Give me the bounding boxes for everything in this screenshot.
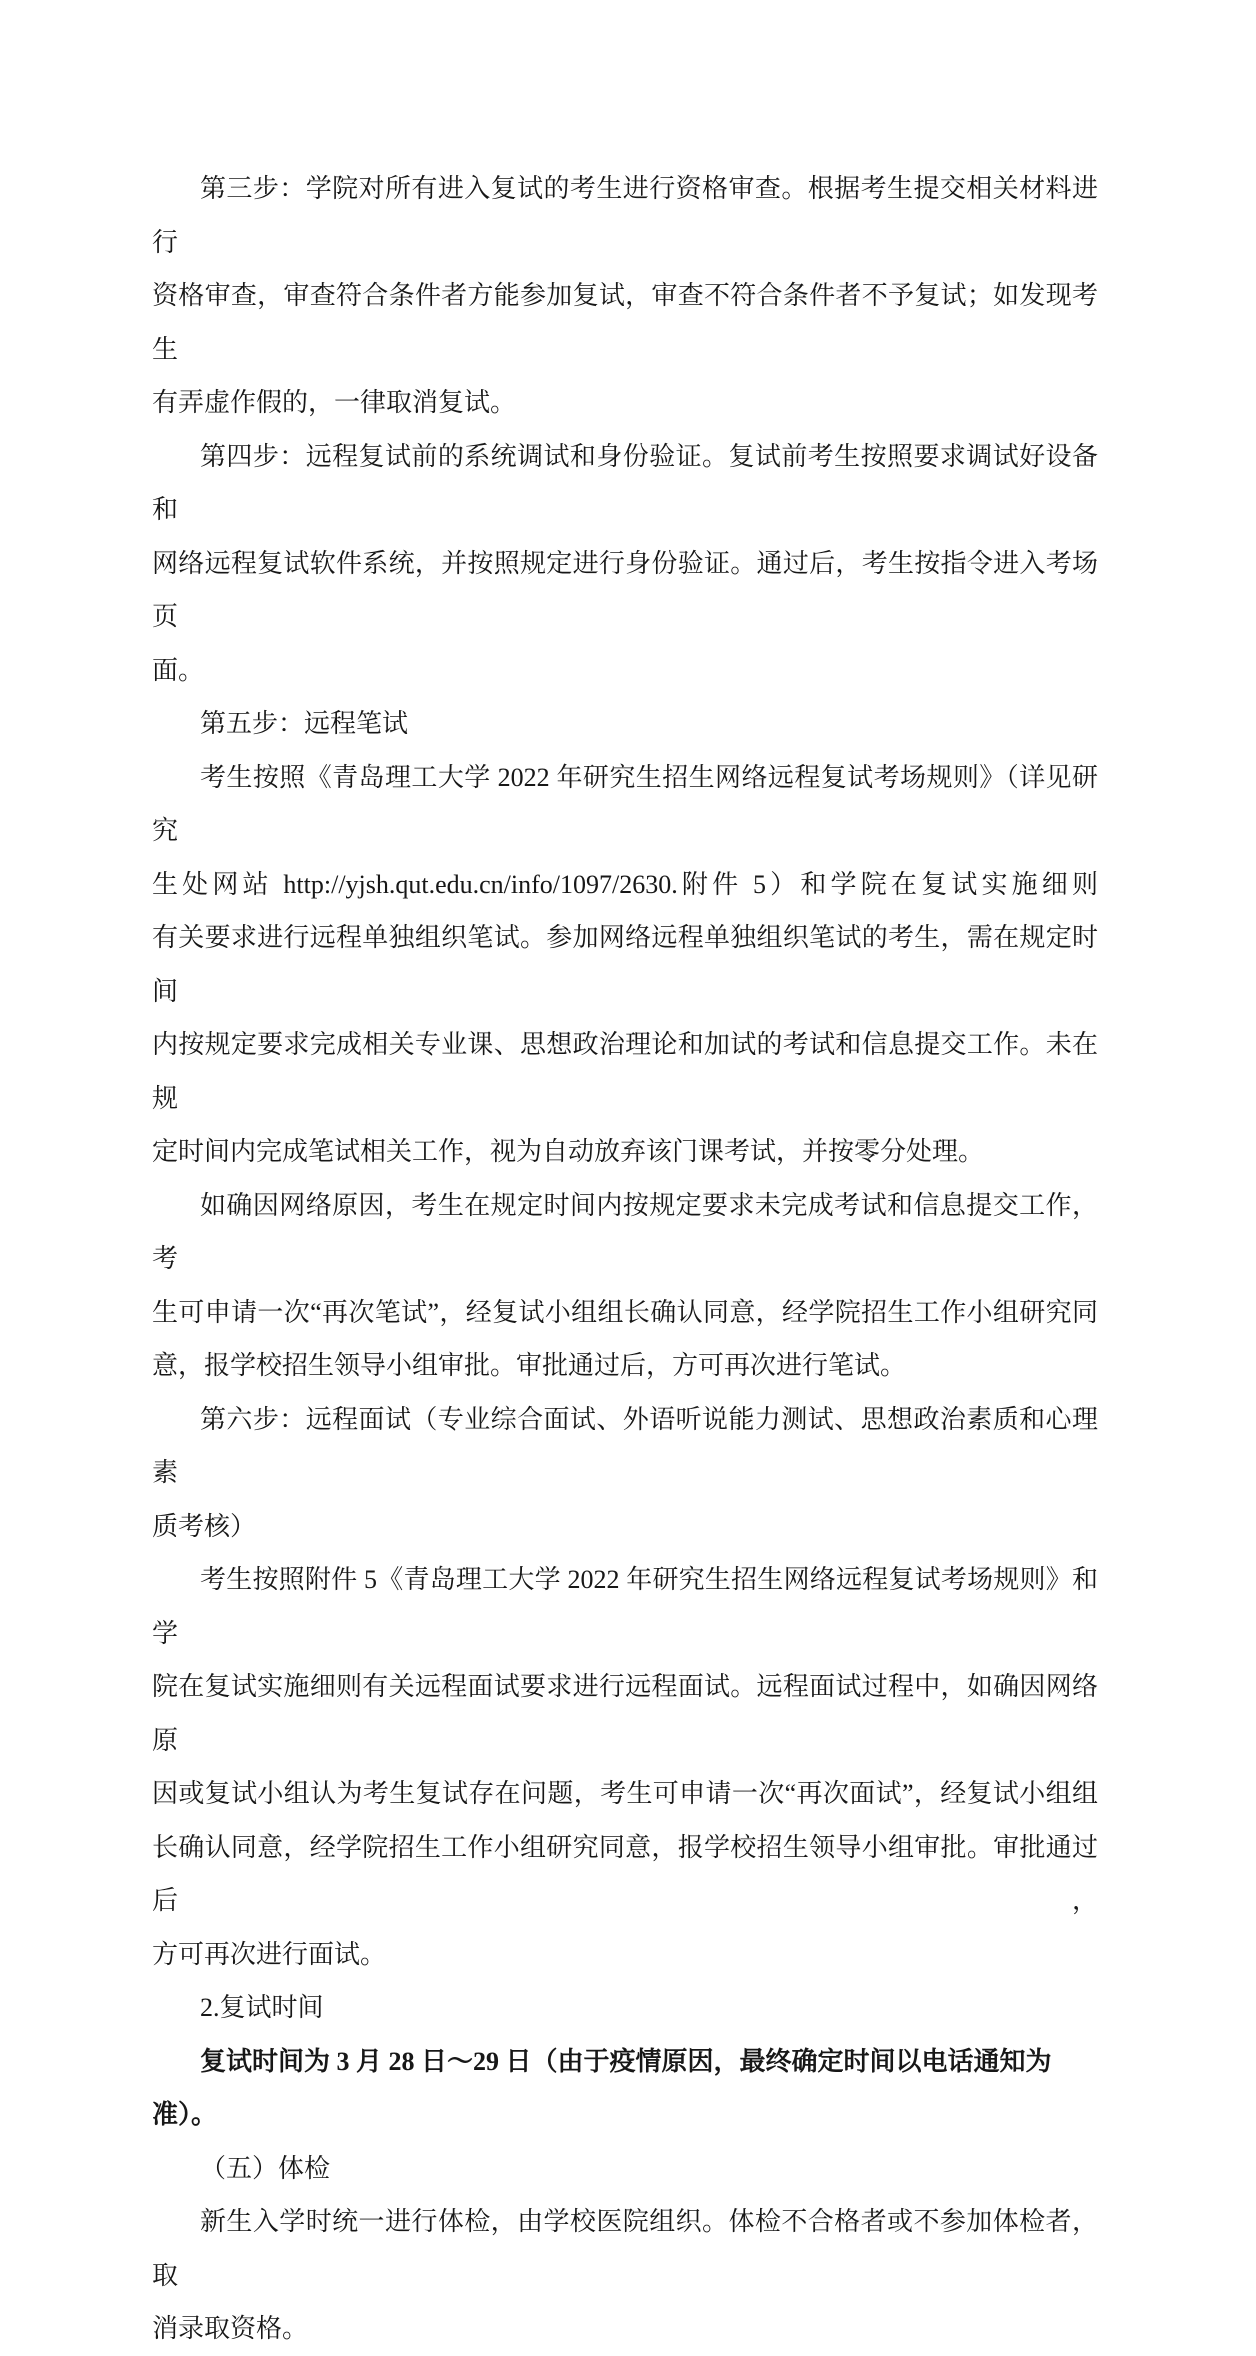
paragraph-remote-interview-rules (152, 1553, 1098, 1981)
text-line: 内按规定要求完成相关专业课、思想政治理论和加试的考试和信息提交工作。未在规 (152, 1030, 1098, 1113)
text-line: （五）体检 (200, 2153, 331, 2183)
paragraph-step-3-qualification-review (152, 162, 1098, 430)
text-line: 有弄虚作假的，一律取消复试。 (152, 388, 517, 417)
text-line: 有关要求进行远程单独组织笔试。参加网络远程单独组织笔试的考生，需在规定时间 (152, 923, 1098, 1006)
paragraph-retest-time-heading (152, 1981, 1098, 2035)
text-line: 定时间内完成笔试相关工作，视为自动放弃该门课考试，并按零分处理。 (152, 1137, 985, 1166)
text-line: 质考核） (152, 1511, 257, 1541)
text-line: 长确认同意，经学院招生工作小组研究同意，报学校招生领导小组审批。审批通过后， (152, 1832, 1098, 1915)
paragraph-network-issue-rewritten-test (152, 1179, 1098, 1393)
text-line: 网络远程复试软件系统，并按照规定进行身份验证。通过后，考生按指令进入考场页 (152, 548, 1098, 631)
text-line: 第六步：远程面试（专业综合面试、外语听说能力测试、思想政治素质和心理素 (152, 1404, 1098, 1487)
paragraph-remote-written-test-rules (152, 751, 1098, 1179)
text-line: 考生按照《青岛理工大学 2022 年研究生招生网络远程复试考场规则》（详见研究 (152, 762, 1098, 845)
document-body (152, 162, 1098, 2356)
text-line: 如确因网络原因，考生在规定时间内按规定要求未完成考试和信息提交工作，考 (152, 1190, 1098, 1273)
text-line: 2.复试时间 (200, 1993, 324, 2022)
paragraph-step-4-system-debug-identity (152, 430, 1098, 698)
paragraph-retest-time-bold (152, 2035, 1098, 2142)
text-line: 第五步：远程笔试 (200, 709, 409, 738)
text-line: 方可再次进行面试。 (152, 1939, 387, 1969)
paragraph-step-5-remote-written-test-heading (152, 697, 1098, 751)
text-line: 生可申请一次“再次笔试”，经复试小组组长确认同意，经学院招生工作小组研究同 (152, 1297, 1098, 1327)
paragraph-section-5-physical-exam-heading (152, 2142, 1098, 2196)
text-line: 第四步：远程复试前的系统调试和身份验证。复试前考生按照要求调试好设备和 (152, 441, 1098, 524)
paragraph-physical-exam-rules (152, 2195, 1098, 2356)
text-line: 资格审查，审查符合条件者方能参加复试，审查不符合条件者不予复试；如发现考生 (152, 281, 1098, 364)
text-line: 考生按照附件 5《青岛理工大学 2022 年研究生招生网络远程复试考场规则》和学 (152, 1565, 1098, 1648)
text-line: 第三步：学院对所有进入复试的考生进行资格审查。根据考生提交相关材料进行 (152, 174, 1098, 257)
text-line: 新生入学时统一进行体检，由学校医院组织。体检不合格者或不参加体检者，取 (152, 2207, 1098, 2290)
text-line: 消录取资格。 (152, 2314, 309, 2343)
text-line: 生处网站 http://yjsh.qut.edu.cn/info/1097/2630.附件 5）和学院在复试实施细则 (152, 869, 1098, 899)
paragraph-step-6-remote-interview-heading (152, 1393, 1098, 1554)
text-line: 院在复试实施细则有关远程面试要求进行远程面试。远程面试过程中，如确因网络原 (152, 1672, 1098, 1755)
text-line: 面。 (152, 655, 205, 685)
text-line: 意，报学校招生领导小组审批。审批通过后，方可再次进行笔试。 (152, 1351, 907, 1380)
text-line: 复试时间为 3 月 28 日～29 日（由于疫情原因，最终确定时间以电话通知为准）。 (152, 2046, 1052, 2129)
text-line: 因或复试小组认为考生复试存在问题，考生可申请一次“再次面试”，经复试小组组 (152, 1779, 1098, 1808)
